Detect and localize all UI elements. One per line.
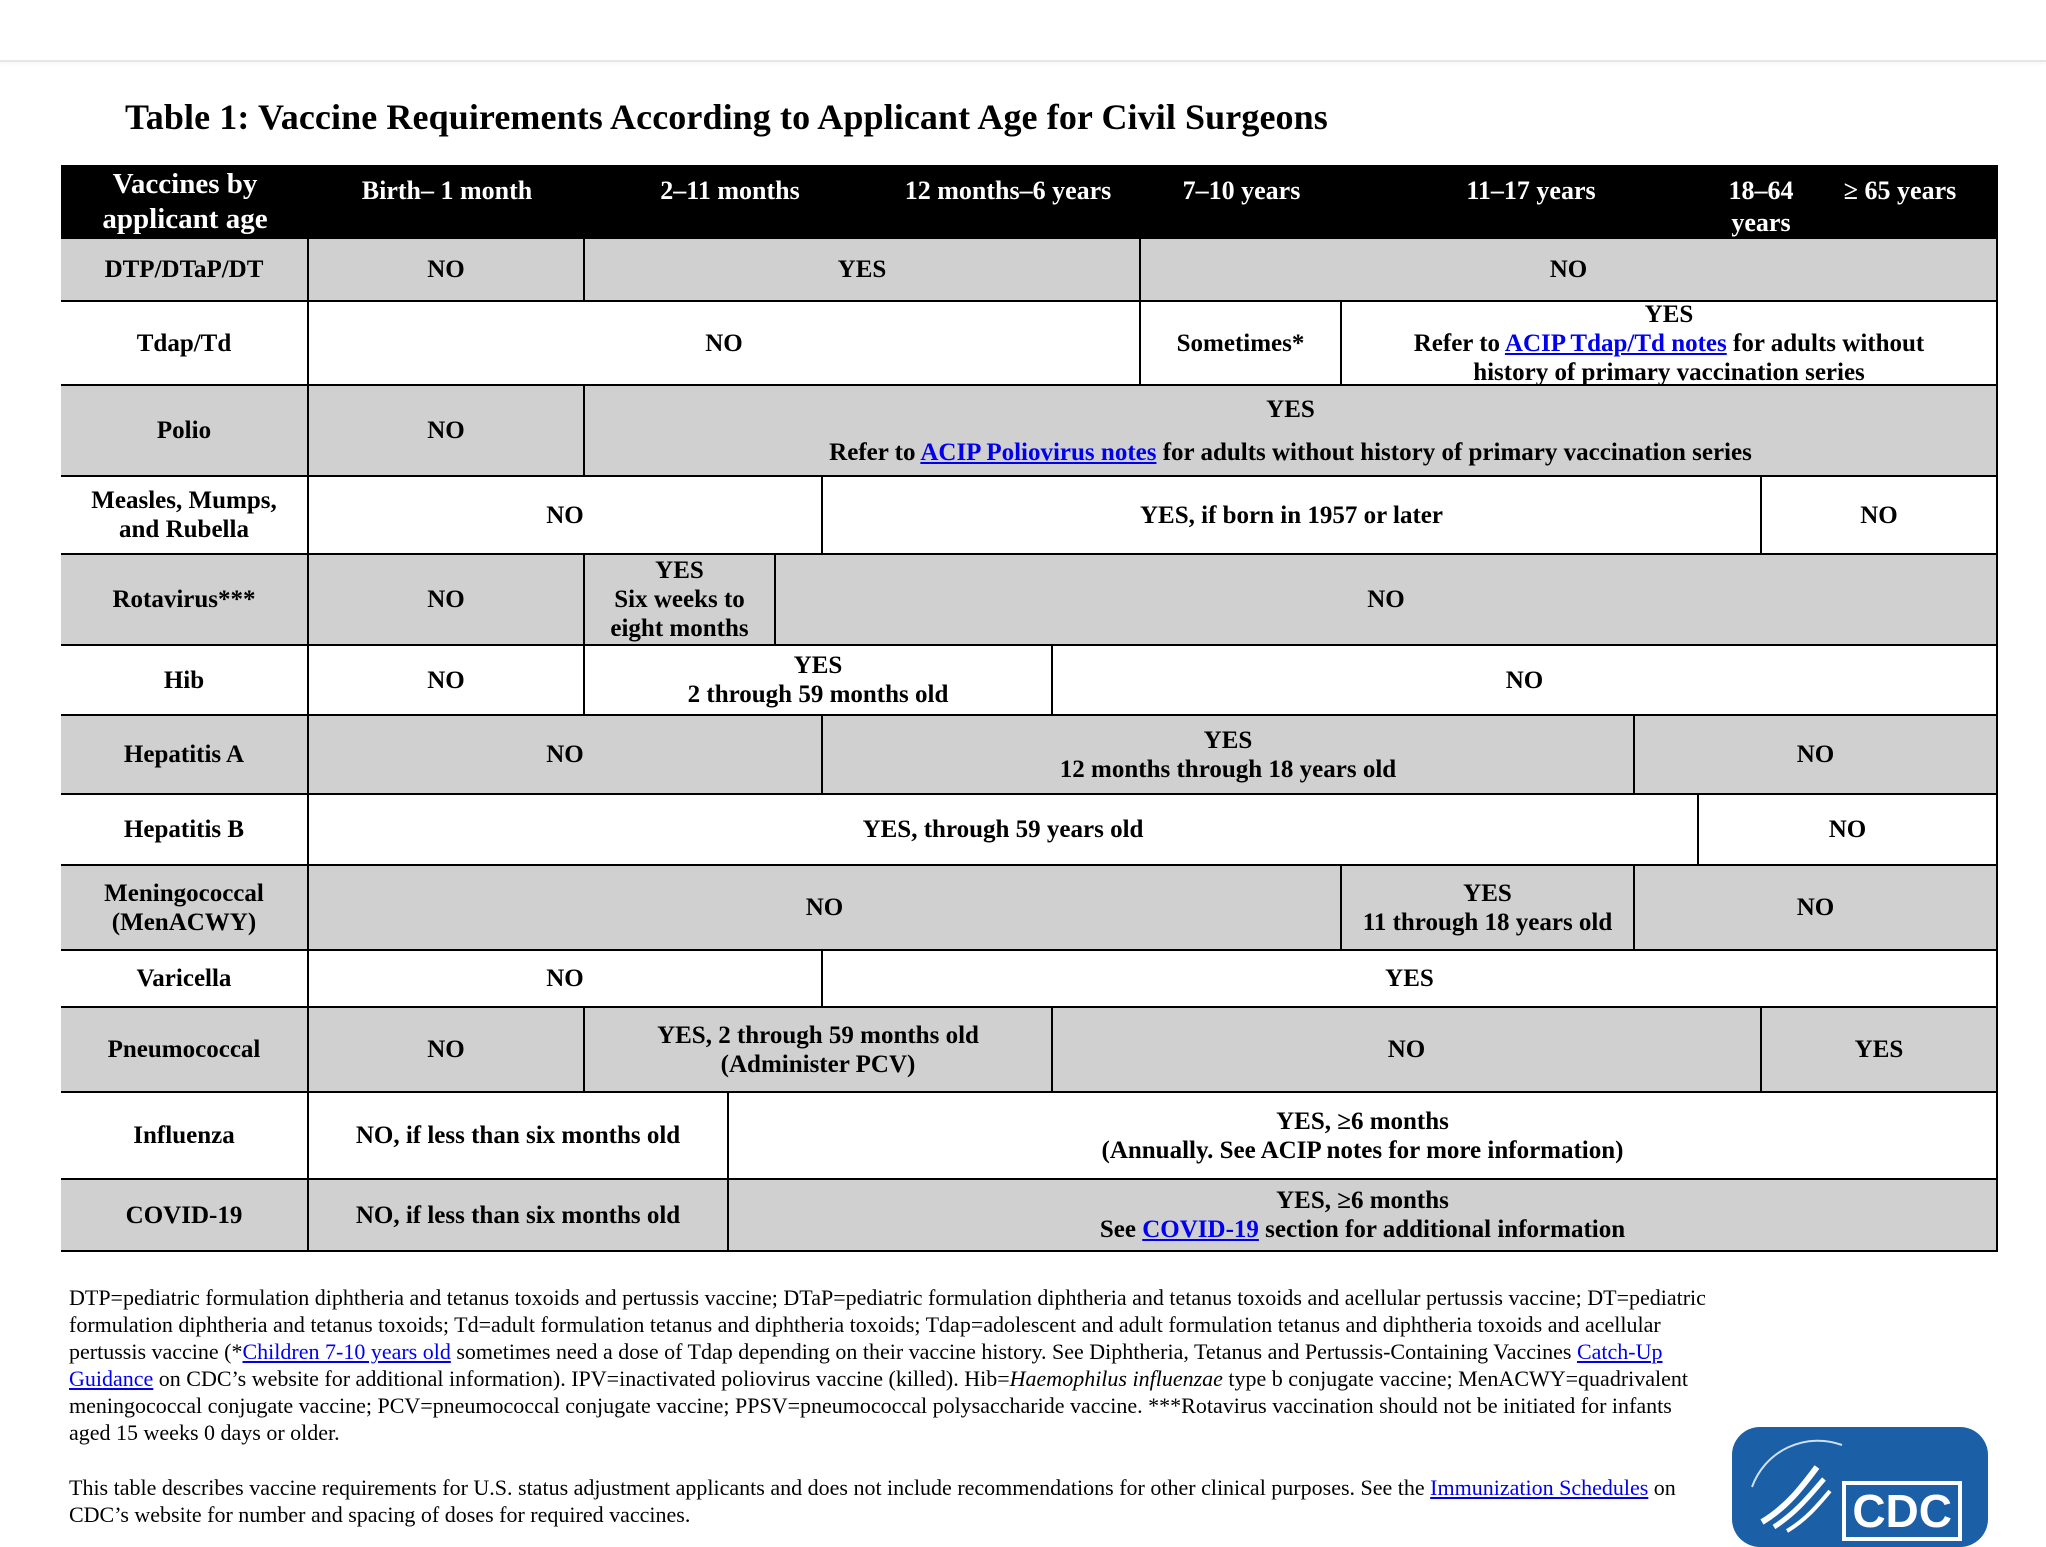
cell-text: NO [427,256,465,283]
dtp-2-months-6-years [585,239,1141,302]
dtp-birth-1-month [309,239,585,302]
vaccine-name-pneumo [61,1008,309,1093]
vaccine-name-covid [61,1180,309,1252]
cell-text: YES [1385,965,1434,992]
tdap-7-10-years [1141,302,1342,386]
vaccine-name-line: (MenACWY) [111,908,257,936]
hib-birth-1-month [309,646,585,716]
cell-text: YES [837,256,887,283]
pneumo-5-64-years [1053,1008,1762,1093]
cell-text: NO [1367,586,1405,613]
abbreviations-note: DTP=pediatric formulation diphtheria and tetanus toxoids and pertussis vaccine; DTaP=pediatric formulation diphtheria and tetanus toxoids and acellular pertussis vaccine; DT=pediatric formulation diphtheria and tetanus toxoids; Td=adult formulation tetanus and diphtheria toxoids; Tdap=adolescent and adult formulation tetanus and diphtheria toxoids and acellular pertussis vaccine (*Children 7-10 years old sometimes need a dose of Tdap depending on their vaccine history. See Diphtheria, Tetanus and Pertussis-Containing Vaccines Catch-Up Guidance on CDC’s website for additional information). IPV=inactivated poliovirus vaccine (killed). Hib=Haemophilus influenzae type b conjugate vaccine; MenACWY=quadrivalent meningococcal conjugate vaccine; PCV=pneumococcal conjugate vaccine; PPSV=pneumococcal polysaccharide vaccine. ***Rotavirus vaccination should not be initiated for infants aged 15 weeks 0 days or older. [69,1285,1706,1445]
cell-text: YES [1854,1036,1904,1063]
polio-birth-1-month [309,386,585,477]
flu-6-months-plus [729,1093,1998,1180]
mening-11-18-years [1342,866,1635,951]
cell-text: YES [655,557,704,584]
cell-text: NO, if less than six months old [355,1122,681,1149]
cell-text: NO [1796,894,1835,921]
hepa-12-months-18-years [823,716,1635,795]
hepa-under-12-months [309,716,823,795]
mmr-under-12-months [309,477,823,555]
header-11-17-years-line: 11–17 years [1466,176,1596,205]
mening-under-11 [309,866,1342,951]
covid-6-months-plus [729,1180,1998,1252]
mmr-12-months-64-years [823,477,1762,555]
cell-text: NO [705,329,743,357]
cdc-wordmark: CDC [1842,1481,1962,1541]
hepa-19-plus [1635,716,1998,795]
cell-text: YES, ≥6 months [1276,1187,1449,1214]
vaccine-name-line: Measles, Mumps, [91,487,277,514]
covid-under-6-months [309,1180,729,1252]
mening-19-plus [1635,866,1998,951]
cell-text: NO [546,965,584,992]
rotavirus-birth-1-month [309,555,585,646]
header-65-plus-years-line: ≥ 65 years [1843,176,1957,205]
vaccine-name-mening [61,866,309,951]
header-18-64-years [1720,165,1802,239]
hib-older [1053,646,1998,716]
cell-text: 11 through 18 years old [1362,908,1613,936]
immunization-schedules-link[interactable]: Immunization Schedules [1430,1475,1649,1500]
vaccine-name-line: Hib [163,666,205,694]
pneumo-2-59-months [585,1008,1053,1093]
pneumo-birth-1-month [309,1008,585,1093]
covid-19-link[interactable]: COVID-19 [1142,1216,1259,1243]
cell-text: 2 through 59 months old [687,681,949,708]
covid-ref-line: See COVID-19 section for additional information [1099,1216,1626,1243]
mmr-65-plus [1762,477,1998,555]
vaccine-name-line: Pneumococcal [107,1036,261,1063]
hepb-through-59 [309,795,1699,866]
header-12-months-6-years-line: 12 months–6 years [904,176,1112,205]
cell-text: history of primary vaccination series [1473,358,1865,386]
flu-under-6-months [309,1093,729,1180]
acip-tdap-link[interactable]: ACIP Tdap/Td notes [1504,329,1727,357]
cell-text: YES [1203,726,1253,754]
cdc-logo [1732,1427,1988,1547]
header-row-label [61,165,309,239]
tdap-under-7 [309,302,1141,386]
vaccine-name-line: Hepatitis A [123,741,245,768]
vaccine-name-line: Influenza [133,1122,235,1149]
vaccine-name-flu [61,1093,309,1180]
vaccine-name-line: Tdap/Td [136,329,232,357]
vaccine-name-hib [61,646,309,716]
header-18-64-years-line: years [1731,208,1791,237]
vaccine-name-line: Rotavirus*** [112,586,256,613]
vaccine-name-rotavirus [61,555,309,646]
vaccine-name-varicella [61,951,309,1008]
header-row-label-line: Vaccines by [112,168,258,200]
vaccine-name-line: and Rubella [119,516,249,543]
cell-text: YES, ≥6 months [1276,1107,1449,1135]
header-row-label-line: applicant age [102,203,268,235]
cell-text: NO [1387,1036,1426,1063]
rotavirus-older [776,555,1998,646]
vaccine-name-polio [61,386,309,477]
hib-2-59-months [585,646,1053,716]
vaccine-name-hepa [61,716,309,795]
dtp-7-plus-years [1141,239,1998,302]
varicella-under-12-months [309,951,823,1008]
acip-poliovirus-link[interactable]: ACIP Poliovirus notes [920,438,1157,466]
vaccine-name-mmr [61,477,309,555]
cell-text: Sometimes* [1176,329,1305,357]
header-2-11-months-line: 2–11 months [660,176,800,205]
scope-note: This table describes vaccine requirements for U.S. status adjustment applicants and does not include recommendations for other clinical purposes. See the Immunization Schedules on CDC’s website for number and spacing of doses for required vaccines. [69,1475,1676,1527]
hepb-60-plus [1699,795,1998,866]
varicella-12-months-plus [823,951,1998,1008]
rotavirus-6-weeks-8-months [585,555,776,646]
cell-text: NO [546,741,584,768]
cell-text: NO [427,666,465,694]
vaccine-name-line: Polio [156,417,212,444]
table-title: Table 1: Vaccine Requirements According to Applicant Age for Civil Surgeons [125,97,1328,137]
vaccine-name-dtp [61,239,309,302]
tdap-11-plus-years [1342,302,1998,386]
cell-text: YES [1644,302,1694,328]
cell-text: 12 months through 18 years old [1059,755,1397,783]
cell-text: YES [1463,879,1512,907]
cell-text: NO [1549,256,1588,283]
cell-text: YES, 2 through 59 months old [657,1021,979,1049]
cell-text: (Administer PCV) [720,1050,916,1078]
header-12-months-6-years [875,165,1141,239]
cell-text: YES [793,652,843,679]
tdap-ref-line: Refer to ACIP Tdap/Td notes for adults without [1413,329,1925,357]
vaccine-name-tdap [61,302,309,386]
cell-text: NO [546,501,584,529]
vaccine-name-hepb [61,795,309,866]
children-7-10-link[interactable]: Children 7-10 years old [242,1339,451,1364]
cell-text: NO [1860,501,1898,529]
cell-text: Six weeks to [614,586,745,613]
vaccine-name-line: Meningococcal [104,879,264,907]
vaccine-name-line: Varicella [136,965,232,992]
polio-2-months-plus [585,386,1998,477]
cell-text: YES, if born in 1957 or later [1139,501,1443,529]
header-11-17-years [1342,165,1720,239]
cell-text: YES, through 59 years old [862,816,1144,843]
header-65-plus-years [1802,165,1998,239]
cell-text: NO [427,586,465,613]
vaccine-name-line: Hepatitis B [123,816,245,843]
pneumo-65-plus [1762,1008,1998,1093]
cell-text: NO [427,417,465,444]
cell-text: (Annually. See ACIP notes for more information) [1101,1136,1624,1164]
header-birth-1-month [309,165,585,239]
header-7-10-years-line: 7–10 years [1182,176,1301,205]
cell-text: NO [1796,741,1835,768]
header-7-10-years [1141,165,1342,239]
catch-up-guidance-link[interactable]: Catch-Up Guidance [69,1339,1663,1391]
cell-text: NO, if less than six months old [355,1201,681,1229]
vaccine-name-line: COVID-19 [125,1201,243,1229]
header-2-11-months [585,165,875,239]
vaccine-name-line: DTP/DTaP/DT [104,256,264,283]
cell-text: NO [1505,666,1544,694]
cell-text: NO [427,1036,465,1063]
cell-text: eight months [610,615,749,642]
header-birth-1-month-line: Birth– 1 month [361,176,533,205]
header-18-64-years-line: 18–64 [1728,176,1794,205]
cell-text: NO [805,894,844,921]
cell-text: YES [1266,395,1315,423]
cell-text: NO [1828,816,1867,843]
polio-ref-line: Refer to ACIP Poliovirus notes for adults without history of primary vaccination series [829,438,1752,466]
footnotes [69,1284,1709,1528]
